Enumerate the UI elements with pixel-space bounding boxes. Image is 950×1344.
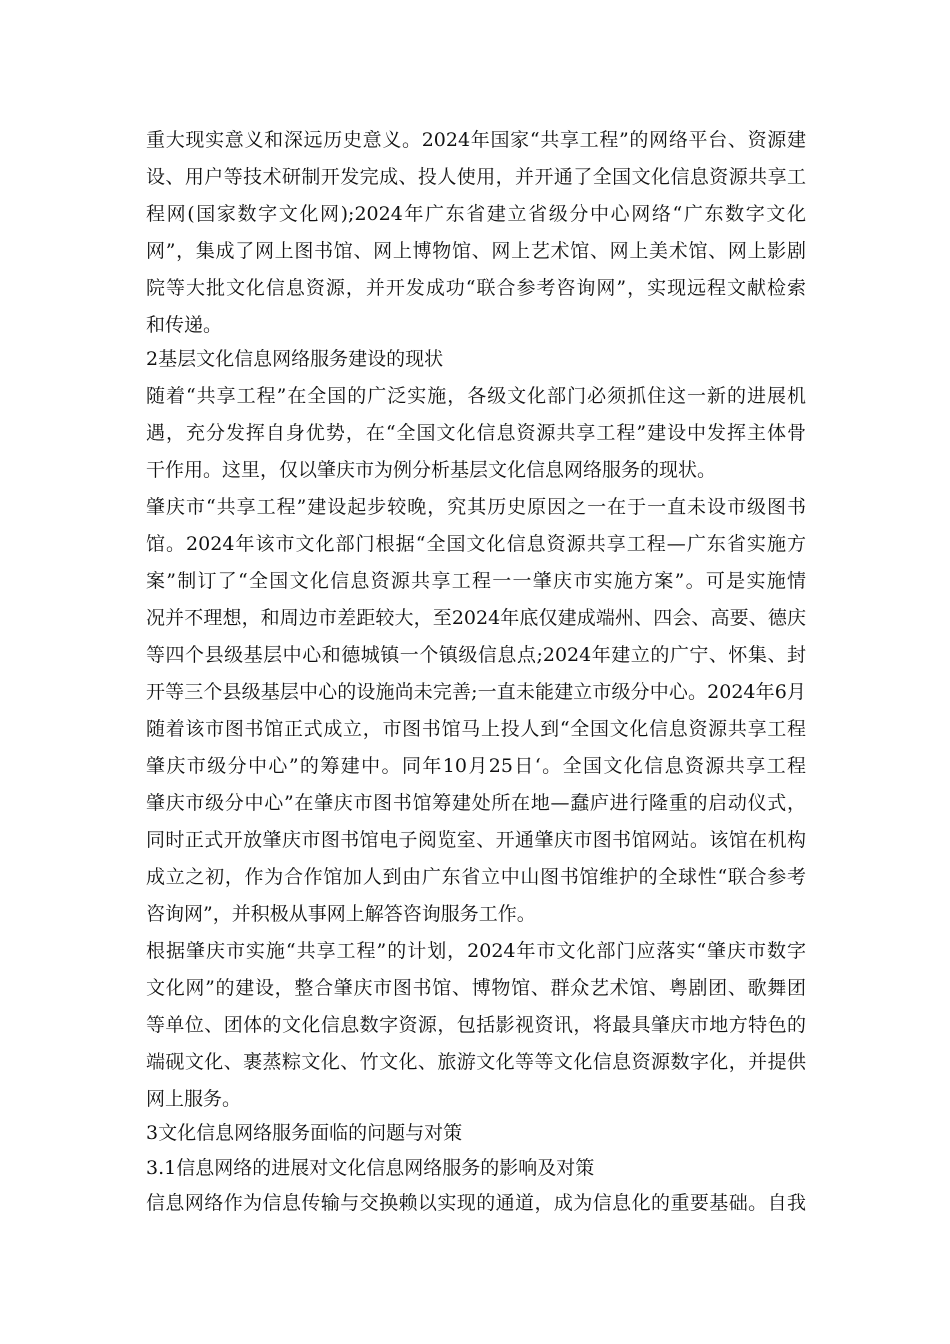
text-line: 院等大批文化信息资源，并开发成功“联合参考咨询网”，实现远程文献检索 — [146, 277, 806, 299]
text-line: 干作用。这里，仅以肇庆市为例分析基层文化信息网络服务的现状。 — [146, 459, 717, 481]
text-line: 咨询网”，并积极从事网上解答咨询服务工作。 — [146, 903, 536, 925]
text-line: 端砚文化、裹蒸粽文化、竹文化、旅游文化等等文化信息资源数字化，并提供 — [146, 1051, 806, 1073]
text-line: 开等三个县级基层中心的设施尚未完善;一直未能建立市级分中心。2024年6月 — [146, 681, 806, 703]
text-line: 同时正式开放肇庆市图书馆电子阅览室、开通肇庆市图书馆网站。该馆在机构 — [146, 829, 806, 851]
text-line: 随着“共享工程”在全国的广泛实施，各级文化部门必须抓住这一新的进展机 — [146, 385, 806, 407]
text-line: 网上服务。 — [146, 1088, 242, 1110]
section-heading: 3文化信息网络服务面临的问题与对策 — [146, 1122, 463, 1144]
text-line: 重大现实意义和深远历史意义。2024年国家“共享工程”的网络平台、资源建 — [146, 129, 806, 151]
text-line: 馆。2024年该市文化部门根据“全国文化信息资源共享工程—广东省实施方 — [146, 533, 806, 555]
text-line: 案”制订了“全国文化信息资源共享工程一一肇庆市实施方案”。可是实施情 — [146, 570, 806, 592]
text-line: 根据肇庆市实施“共享工程”的计划，2024年市文化部门应落实“肇庆市数字 — [146, 940, 806, 962]
text-line: 等单位、团体的文化信息数字资源，包括影视资讯，将最具肇庆市地方特色的 — [146, 1014, 806, 1036]
text-line: 和传递。 — [146, 314, 223, 336]
text-line: 信息网络作为信息传输与交换赖以实现的通道，成为信息化的重要基础。自我 — [146, 1192, 806, 1214]
text-line: 肇庆市级分中心”在肇庆市图书馆筹建处所在地—蠢庐进行隆重的启动仪式， — [146, 792, 806, 814]
text-line: 网”，集成了网上图书馆、网上博物馆、网上艺术馆、网上美术馆、网上影剧 — [146, 240, 806, 262]
section-heading: 2基层文化信息网络服务建设的现状 — [146, 348, 444, 370]
text-line: 随着该市图书馆正式成立，市图书馆马上投人到“全国文化信息资源共享工程 — [146, 718, 806, 740]
text-line: 肇庆市级分中心”的筹建中。同年10月25日‘。全国文化信息资源共享工程 — [146, 755, 806, 777]
text-line: 成立之初，作为合作馆加人到由广东省立中山图书馆维护的全球性“联合参考 — [146, 866, 806, 888]
text-line: 等四个县级基层中心和德城镇一个镇级信息点;2024年建立的广宁、怀集、封 — [146, 644, 806, 666]
text-line: 设、用户等技术研制开发完成、投人使用，并开通了全国文化信息资源共享工 — [146, 166, 806, 188]
text-line: 肇庆市“共享工程”建设起步较晚，究其历史原因之一在于一直未设市级图书 — [146, 496, 806, 518]
text-line: 况并不理想，和周边市差距较大，至2024年底仅建成端州、四会、高要、德庆 — [146, 607, 806, 629]
subsection-heading: 3.1信息网络的进展对文化信息网络服务的影响及对策 — [146, 1157, 595, 1179]
text-line: 程网(国家数字文化网);2024年广东省建立省级分中心网络“广东数字文化 — [146, 203, 806, 225]
text-line: 文化网”的建设，整合肇庆市图书馆、博物馆、群众艺术馆、粤剧团、歌舞团 — [146, 977, 806, 999]
text-line: 遇，充分发挥自身优势，在“全国文化信息资源共享工程”建设中发挥主体骨 — [146, 422, 806, 444]
